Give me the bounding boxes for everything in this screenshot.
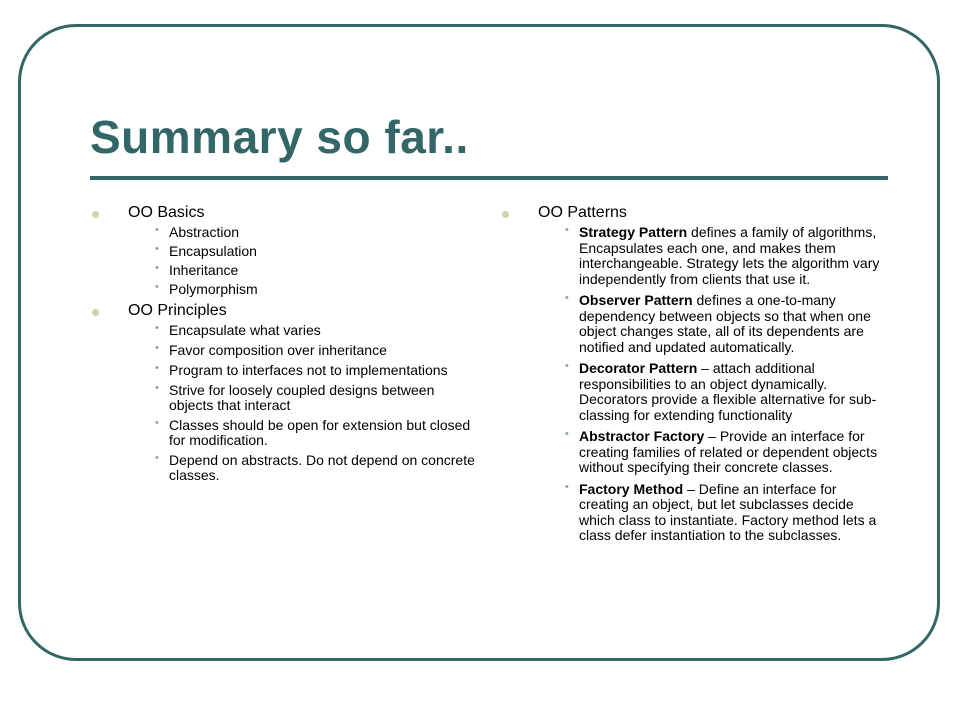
sub-bullet-icon: • <box>565 360 569 372</box>
pattern-description: defines a one-to-many dependency between objects so that when one object changes state, all of its dependents are notified and updated automatically. <box>579 292 871 355</box>
bullet-icon <box>92 309 99 316</box>
pattern-item <box>538 361 890 423</box>
pattern-item <box>538 482 890 544</box>
sub-bullet-icon: • <box>155 342 159 354</box>
list-item: • Encapsulation <box>155 243 257 259</box>
pattern-description: defines a family of algorithms, Encapsulates each one, and makes them interchangeable. Strategy lets the algorithm vary independently from clients that use it. <box>579 224 880 287</box>
bullet-icon <box>502 211 509 218</box>
sub-bullet-icon: • <box>155 281 159 293</box>
oo-patterns-list <box>538 225 890 544</box>
oo-basics-list <box>128 225 480 297</box>
oo-patterns-group <box>500 203 890 544</box>
list-item: • Strive for loosely coupled designs between objects that interact <box>155 382 435 413</box>
sub-bullet-icon: • <box>155 452 159 464</box>
left-column <box>90 203 480 488</box>
sub-bullet-icon: • <box>155 382 159 394</box>
pattern-description: – Provide an interface for creating families of related or dependent objects without specifying their concrete classes. <box>579 428 878 475</box>
pattern-name: Observer Pattern <box>579 292 693 308</box>
oo-basics-group <box>90 203 480 297</box>
list-item: • Program to interfaces not to implementations <box>155 362 448 378</box>
bullet-icon <box>92 211 99 218</box>
oo-principles-list <box>128 323 480 483</box>
pattern-item <box>538 225 890 287</box>
oo-patterns-heading: OO Patterns <box>538 204 627 221</box>
list-item: • Inheritance <box>155 262 239 278</box>
sub-bullet-icon: • <box>155 322 159 334</box>
oo-basics-heading: OO Basics <box>128 204 205 221</box>
sub-bullet-icon: • <box>155 243 159 255</box>
list-item: • Depend on abstracts. Do not depend on concrete classes. <box>155 452 475 483</box>
slide-title: Summary so far.. <box>90 111 469 163</box>
sub-bullet-icon: • <box>155 417 159 429</box>
pattern-description: – Define an interface for creating an object, but let subclasses decide which class to instantiate. Factory method lets a class defer instantiation to the subclasses. <box>579 480 877 543</box>
pattern-name: Strategy Pattern <box>579 224 688 240</box>
pattern-item <box>538 293 890 355</box>
pattern-description: – attach additional responsibilities to an object dynamically. Decorators provide a flexible alternative for sub-classing for extending functionality <box>579 360 877 423</box>
sub-bullet-icon: • <box>565 428 569 440</box>
right-column <box>500 203 890 550</box>
list-item: • Encapsulate what varies <box>155 322 321 338</box>
list-item: • Classes should be open for extension but closed for modification. <box>155 417 471 448</box>
sub-bullet-icon: • <box>565 224 569 236</box>
list-item: • Favor composition over inheritance <box>155 342 387 358</box>
sub-bullet-icon: • <box>565 292 569 304</box>
sub-bullet-icon: • <box>155 362 159 374</box>
sub-bullet-icon: • <box>155 224 159 236</box>
oo-principles-heading: OO Principles <box>128 302 227 319</box>
sub-bullet-icon: • <box>155 262 159 274</box>
pattern-name: Abstractor Factory <box>579 428 705 444</box>
sub-bullet-icon: • <box>565 480 569 493</box>
pattern-name: Factory Method <box>579 480 684 497</box>
pattern-name: Decorator Pattern <box>579 360 698 376</box>
list-item: • Abstraction <box>155 224 240 240</box>
oo-principles-group <box>90 301 480 483</box>
list-item: • Polymorphism <box>155 281 258 297</box>
pattern-item <box>538 429 890 476</box>
title-underline <box>90 176 888 180</box>
